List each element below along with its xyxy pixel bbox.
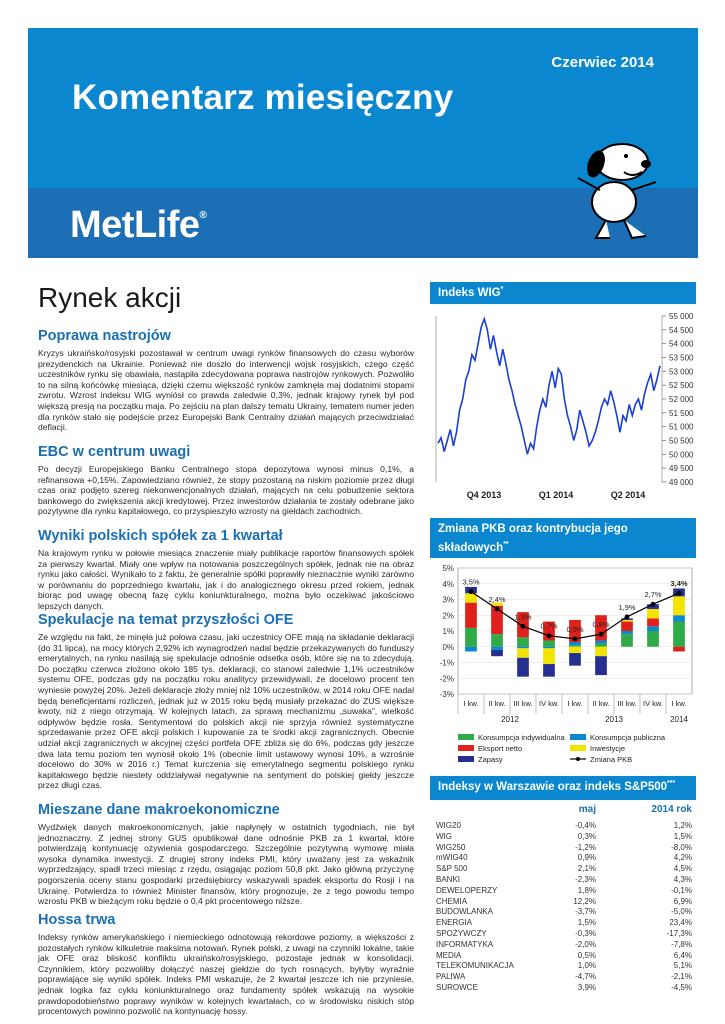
- bar-segment: [673, 596, 685, 615]
- legend-swatch-point: [576, 757, 580, 761]
- x-tick-label: IV kw.: [538, 699, 560, 708]
- y-tick-label: -2%: [439, 674, 454, 684]
- bar-segment: [673, 622, 685, 647]
- bar-segment: [647, 626, 659, 631]
- wig-title-sup: *: [500, 286, 504, 293]
- article-text: Ze względu na fakt, że minęła już połowa czasu, jaki uczestnicy OFE mają na składanie deklaracji (do 31 lipca), na mocy których 2,92% ich wynagrodzeń nadal będzie przekazywanych do funduszy emerytalnych, na rynku nasilają się spekulacje odnośnie odsetka osób, które się na to zdecydują. Do początku czerwca złożono około 185 tys. deklaracji, co stanowi zaledwie 1,1% uczestników systemu OFE, podczas gdy na początku roku analitycy przewidywali, że docelowo procent ten wyniesie powyżej 20%. Jeżeli deklaracje złoży mniej niż 10% uczestników, w 2014 roku OFE nadal będą beneficjentami rozliczeń, jednak już w 2015 roku będą musiały przekazać do ZUS większe kwoty, niż z niego otrzymają. W kolejnych latach, za sprawą mechanizmu „suwaka”, wielkość odpływów będzie rosła. Sentymentowi do polskich akcji nie sprzyja również systematyczne sprzedawanie przez OFE akcji polskich i kupowanie za te środki akcji zagranicznych. Obecnie udział akcji zagranicznych w akcyjnej części portfela OFE zbliża się do 6%, podczas gdy jeszcze dwa lata temu poziom ten wynosił około 1% (obecnie limit ustawowy wynosi 10%, a wzrośnie docelowo do 30% w 2016 r.) Temat kurczenia się emerytalnego segmentu polskiego rynku kapitałowego będzie niestety oddziaływał negatywnie na sentyment do polskiej giełdy jeszcze przez długi czas.: [38, 632, 414, 791]
- index-return: -4,5%: [671, 982, 692, 992]
- year-label: 2012: [501, 715, 519, 724]
- table-title-sup: ***: [667, 780, 676, 787]
- index-return: -3,7%: [575, 907, 596, 917]
- pkb-change-point: [521, 624, 526, 629]
- legend-swatch: [458, 734, 474, 740]
- legend-label: Konsumpcja indywidualna: [478, 733, 565, 742]
- index-name: INFORMATYKA: [436, 939, 494, 949]
- table-row: [436, 961, 692, 972]
- data-label: 2,4%: [488, 594, 506, 604]
- index-name: SUROWCE: [436, 982, 478, 992]
- article-title: Hossa trwa: [38, 912, 116, 928]
- legend-swatch: [458, 745, 474, 751]
- bar-segment: [673, 615, 685, 621]
- bar-segment: [595, 644, 607, 647]
- year-label: 2014: [670, 715, 688, 724]
- index-name: TELEKOMUNIKACJA: [436, 961, 514, 971]
- wig-line-chart: [430, 310, 696, 506]
- table-row: [436, 972, 692, 983]
- legend-label: Zmiana PKB: [590, 755, 633, 764]
- table-row: [436, 983, 692, 994]
- index-return: -2,0%: [575, 939, 596, 949]
- y-tick-label: 52 500: [669, 381, 694, 391]
- index-return: -7,8%: [671, 939, 692, 949]
- table-row: [436, 843, 692, 854]
- legend-swatch: [458, 756, 474, 762]
- y-tick-label: 4%: [442, 579, 454, 589]
- bar-segment: [647, 631, 659, 647]
- index-name: PALIWA: [436, 972, 466, 982]
- index-name: MEDIA: [436, 950, 462, 960]
- index-return: 4,5%: [673, 864, 692, 874]
- legend-label: Inwestycje: [590, 744, 626, 753]
- data-label: 2,7%: [644, 590, 662, 600]
- article-title: Wyniki polskich spółek za 1 kwartał: [38, 528, 283, 544]
- y-tick-label: 3%: [442, 595, 454, 605]
- y-tick-label: 54 500: [669, 325, 694, 335]
- index-name: mWIG40: [436, 853, 468, 863]
- legend-label: Eksport netto: [478, 744, 523, 753]
- pkb-change-point: [547, 633, 552, 638]
- pkb-panel-title: [430, 518, 696, 558]
- index-return: -8,0%: [671, 842, 692, 852]
- y-tick-label: 49 000: [669, 478, 694, 487]
- indices-table: [436, 804, 692, 994]
- index-return: 1,8%: [577, 885, 596, 895]
- data-label: 3,4%: [670, 579, 688, 589]
- data-label: 3,5%: [462, 577, 480, 587]
- x-tick-label: I kw.: [671, 699, 687, 708]
- y-tick-label: 0%: [442, 642, 454, 652]
- bar-segment: [621, 631, 633, 634]
- index-return: -4,7%: [575, 972, 596, 982]
- pkb-bar-chart: [430, 560, 696, 768]
- y-tick-label: 51 000: [669, 422, 694, 432]
- wig-panel-title: [430, 282, 696, 304]
- bar-segment: [517, 647, 529, 649]
- pkb-change-point: [495, 607, 500, 612]
- index-return: 23,4%: [669, 918, 692, 928]
- column-header: maj: [578, 804, 596, 815]
- x-tick-label: II kw.: [488, 699, 506, 708]
- table-row: [436, 832, 692, 843]
- y-tick-label: 55 000: [669, 312, 694, 321]
- bar-segment: [517, 648, 529, 657]
- logo-text: MetLife: [70, 204, 200, 246]
- pkb-change-point: [573, 636, 578, 641]
- snoopy-illustration: [566, 120, 666, 245]
- table-row: [436, 886, 692, 897]
- index-return: 1,5%: [673, 831, 692, 841]
- legend-label: Zapasy: [478, 755, 503, 764]
- index-return: 12,2%: [573, 896, 596, 906]
- pkb-title-text: Zmiana PKB oraz kontrybucja jego składowych: [438, 523, 628, 554]
- bar-segment: [517, 637, 529, 646]
- bar-segment: [621, 634, 633, 647]
- wig-title-text: Indeks WIG: [438, 286, 501, 299]
- index-return: 6,4%: [673, 950, 692, 960]
- bar-segment: [491, 634, 503, 647]
- y-tick-label: 53 000: [669, 367, 694, 377]
- bar-segment: [465, 647, 477, 652]
- index-return: -0,4%: [575, 821, 596, 830]
- bar-segment: [491, 647, 503, 650]
- bar-segment: [647, 609, 659, 618]
- index-return: 2,1%: [577, 864, 596, 874]
- legend-label: Konsumpcja publiczna: [590, 733, 666, 742]
- year-label: 2013: [605, 715, 623, 724]
- y-tick-label: 5%: [442, 564, 454, 573]
- bar-segment: [595, 640, 607, 643]
- bar-segment: [673, 647, 685, 652]
- data-label: 1,3%: [514, 612, 532, 622]
- index-return: 3,9%: [577, 982, 596, 992]
- bar-segment: [569, 645, 581, 647]
- table-row: [436, 864, 692, 875]
- logo-mark: ®: [199, 210, 207, 221]
- index-return: 6,9%: [673, 896, 692, 906]
- bar-segment: [543, 640, 555, 646]
- index-return: -0,1%: [671, 885, 692, 895]
- table-row: [436, 897, 692, 908]
- index-name: WIG: [436, 831, 452, 841]
- article-text: Wydźwięk danych makroekonomicznych, jakie napłynęły w ostatnich tygodniach, nie był jednoznaczny. Z jednej strony GUS opublikował dane odnośnie PKB za 1 kwartał, które potwierdzają kontynuację ożywienia gospodarczego. Szczególnie pozytywną wymowę miała wysoka dynamika inwestycji. Z drugiej strony indeks PMI, który uważany jest za wskaźnik wyprzedzający, spadł trzeci miesiąc z rzędu, osiągając poziom 50,8 pkt. Jako główną przyczynę pogorszenia oceny stanu gospodarki przedsiębiorcy wskazywali spadek eksportu do Rosji i na Ukrainę. Potwierdza to również Minister finansów, który prognozuje, że z tego powodu tempo wzrostu PKB w bieżącym roku będzie o 0,4 pkt procentowego niższe.: [38, 822, 414, 907]
- x-tick-label: IV kw.: [642, 699, 664, 708]
- data-label: 0,5%: [566, 624, 584, 634]
- metlife-logo: [70, 204, 206, 247]
- pkb-change-point: [677, 591, 682, 596]
- table-row: [436, 875, 692, 886]
- index-return: -17,3%: [666, 928, 692, 938]
- bar-segment: [647, 618, 659, 626]
- bar-segment: [595, 656, 607, 675]
- pkb-change-point: [625, 614, 630, 619]
- x-tick-label: I kw.: [567, 699, 583, 708]
- y-tick-label: 51 500: [669, 408, 694, 418]
- index-return: 0,3%: [577, 831, 596, 841]
- table-row: [436, 918, 692, 929]
- index-return: 4,3%: [673, 874, 692, 884]
- bar-segment: [465, 628, 477, 647]
- pkb-change-point: [599, 632, 604, 637]
- legend-swatch: [570, 745, 586, 751]
- table-row: [436, 907, 692, 918]
- table-header: [436, 804, 692, 815]
- index-return: 4,2%: [673, 853, 692, 863]
- table-row: [436, 821, 692, 832]
- index-return: 0,9%: [577, 853, 596, 863]
- column-header: 2014 rok: [651, 804, 692, 815]
- article-text: Indeksy rynków amerykańskiego i niemieckiego odnotowują rekordowe poziomy, a większości z pozostałych rynków kilkuletnie maksima notowań. Rynek polski, z uwagi na czynniki lokalne, takie jak OFE oraz bliskość konfliktu ukraińsko/rosyjskiego, pozostaje jednak w konsolidacji. Czynnikiem, który pozwoliłby dołączyć naszej giełdzie do tych rosnących, byłyby wyraźnie poprawiające się wyniki spółek. Indeks PMI wskazuje, że 2 kwartał jeszcze ich nie przyniesie, jednak logika faz cyklu koniunkturalnego oraz fundamenty spółek wskazują na wysokie prawdopodobieństwo poprawy wyników w kolejnych kwartałach, co w środowisku niskich stóp procentowych powinno pozwolić na kontynuację hossy.: [38, 932, 414, 1017]
- x-tick-label: III kw.: [617, 699, 637, 708]
- bar-segment: [491, 650, 503, 656]
- index-name: BUDOWLANKA: [436, 907, 493, 917]
- index-name: CHEMIA: [436, 896, 468, 906]
- legend-swatch: [570, 734, 586, 740]
- index-return: 1,0%: [577, 961, 596, 971]
- bar-segment: [543, 647, 555, 649]
- y-tick-label: 1%: [442, 627, 454, 636]
- article-text: Kryzys ukraińsko/rosyjski pozostawał w centrum uwagi rynków finansowych do czasu wyborów prezydenckich na Ukrainie. Ponieważ nie doszło do interwencji wojsk rosyjskich, czego część uczestników rynku się obawiała, nastąpiła zdecydowana poprawa nastrojów rynkowych. Pozwoliło to na silną końcówkę miesiąca, dzięki czemu większość rynków zamknęła maj dodatnimi stopami zwrotu. Wzrost indeksu WIG wyniósł co prawda zaledwie 0,3%, jednak krajowy rynek był pod większą presją na początku maja. Po zejściu na plan dalszy tematu Ukrainy, tematem numer jeden dla rynków stało się podejście przez Europejski Bank Centralny działań mających przeciwdziałać deflacji.: [38, 348, 414, 433]
- index-return: 1,5%: [577, 918, 596, 928]
- bar-segment: [569, 642, 581, 645]
- data-label: 1,9%: [618, 602, 636, 612]
- index-name: DEWELOPERZY: [436, 885, 498, 895]
- section-title: Rynek akcji: [38, 282, 182, 313]
- y-tick-label: 52 000: [669, 395, 694, 404]
- y-tick-label: 53 500: [669, 353, 694, 363]
- article-title: Poprawa nastrojów: [38, 328, 171, 344]
- x-tick-label: I kw.: [463, 699, 479, 708]
- page-title: Komentarz miesięczny: [72, 78, 454, 117]
- table-row: [436, 940, 692, 951]
- table-title-text: Indeksy w Warszawie oraz indeks S&P500: [438, 780, 668, 793]
- pkb-title-sup: **: [503, 541, 509, 548]
- main-column: [38, 282, 414, 1024]
- table-panel-title: [430, 776, 696, 800]
- index-return: -5,0%: [671, 907, 692, 917]
- bar-segment: [465, 603, 477, 628]
- article-title: Spekulacje na temat przyszłości OFE: [38, 612, 294, 628]
- index-name: ENERGIA: [436, 918, 473, 928]
- table-row: [436, 951, 692, 962]
- data-label: 0,8%: [592, 620, 610, 630]
- x-tick-label: II kw.: [592, 699, 610, 708]
- index-return: -2,1%: [671, 972, 692, 982]
- y-tick-label: 49 500: [669, 464, 694, 474]
- bar-segment: [517, 658, 529, 677]
- y-tick-label: 50 500: [669, 436, 694, 446]
- y-tick-label: -1%: [439, 658, 454, 668]
- x-tick-label: Q2 2014: [610, 490, 646, 500]
- index-return: 5,1%: [673, 961, 692, 971]
- index-name: BANKI: [436, 874, 461, 884]
- y-tick-label: -3%: [439, 690, 454, 699]
- data-label: 0,7%: [540, 621, 558, 631]
- index-return: 1,2%: [673, 821, 692, 830]
- index-name: WIG20: [436, 821, 461, 830]
- column-header: [436, 804, 536, 815]
- y-tick-label: 2%: [442, 611, 454, 621]
- y-tick-label: 54 000: [669, 339, 694, 349]
- x-tick-label: Q4 2013: [466, 490, 502, 500]
- index-return: -1,2%: [575, 842, 596, 852]
- x-tick-label: III kw.: [513, 699, 533, 708]
- x-tick-label: Q1 2014: [538, 490, 574, 500]
- pkb-change-point: [651, 602, 656, 607]
- bar-segment: [621, 622, 633, 631]
- article-text: Po decyzji Europejskiego Banku Centralnego stopa depozytowa wynosi minus 0,1%, a refinansowa +0,15%. Zapowiedziano również, że stopy pozostaną na niskim poziomie przez długi czas oraz podjęto szereg niekonwencjonalnych działań, mających na celu pobudzenie sektora bankowego do zwiększenia akcji kredytowej. Przez inwestorów działania te zostały odebrane jako pozytywne dla rynku kapitałowego, co przyspieszyło wzrosty na giełdach zachodnich.: [38, 464, 414, 517]
- y-tick-label: 50 000: [669, 450, 694, 460]
- bar-segment: [595, 647, 607, 656]
- table-row: [436, 929, 692, 940]
- wig-series-line: [438, 319, 660, 455]
- index-return: -2,3%: [575, 874, 596, 884]
- index-return: -0,3%: [575, 928, 596, 938]
- index-name: S&P 500: [436, 864, 468, 874]
- article-title: EBC w centrum uwagi: [38, 444, 191, 460]
- bar-segment: [543, 664, 555, 677]
- index-name: WIG250: [436, 842, 466, 852]
- index-name: SPOŻYWCZY: [436, 928, 487, 938]
- bar-segment: [569, 653, 581, 666]
- pkb-change-point: [469, 589, 474, 594]
- issue-date: Czerwiec 2014: [551, 54, 654, 71]
- article-title: Mieszane dane makroekonomiczne: [38, 802, 280, 818]
- bar-segment: [569, 647, 581, 653]
- table-row: [436, 853, 692, 864]
- bar-segment: [543, 648, 555, 664]
- article-text: Na krajowym rynku w połowie miesiąca znaczenie miały publikacje raportów finansowych spółek za pierwszy kwartał. Miały one wpływ na notowania poszczególnych spółek, jednak nie na obraz rynku jako całości. Wynikało to z faktu, że generalnie spółki poprawiły nieznacznie wyniki zarówno w porównaniu do poprzedniego kwartału, jak i do analogicznego okresu przed rokiem, jednak biorąc pod uwagę obecną fazę cyklu koniunkturalnego, można było oczekiwać jakościowo lepszych danych.: [38, 548, 414, 611]
- index-return: 0,5%: [577, 950, 596, 960]
